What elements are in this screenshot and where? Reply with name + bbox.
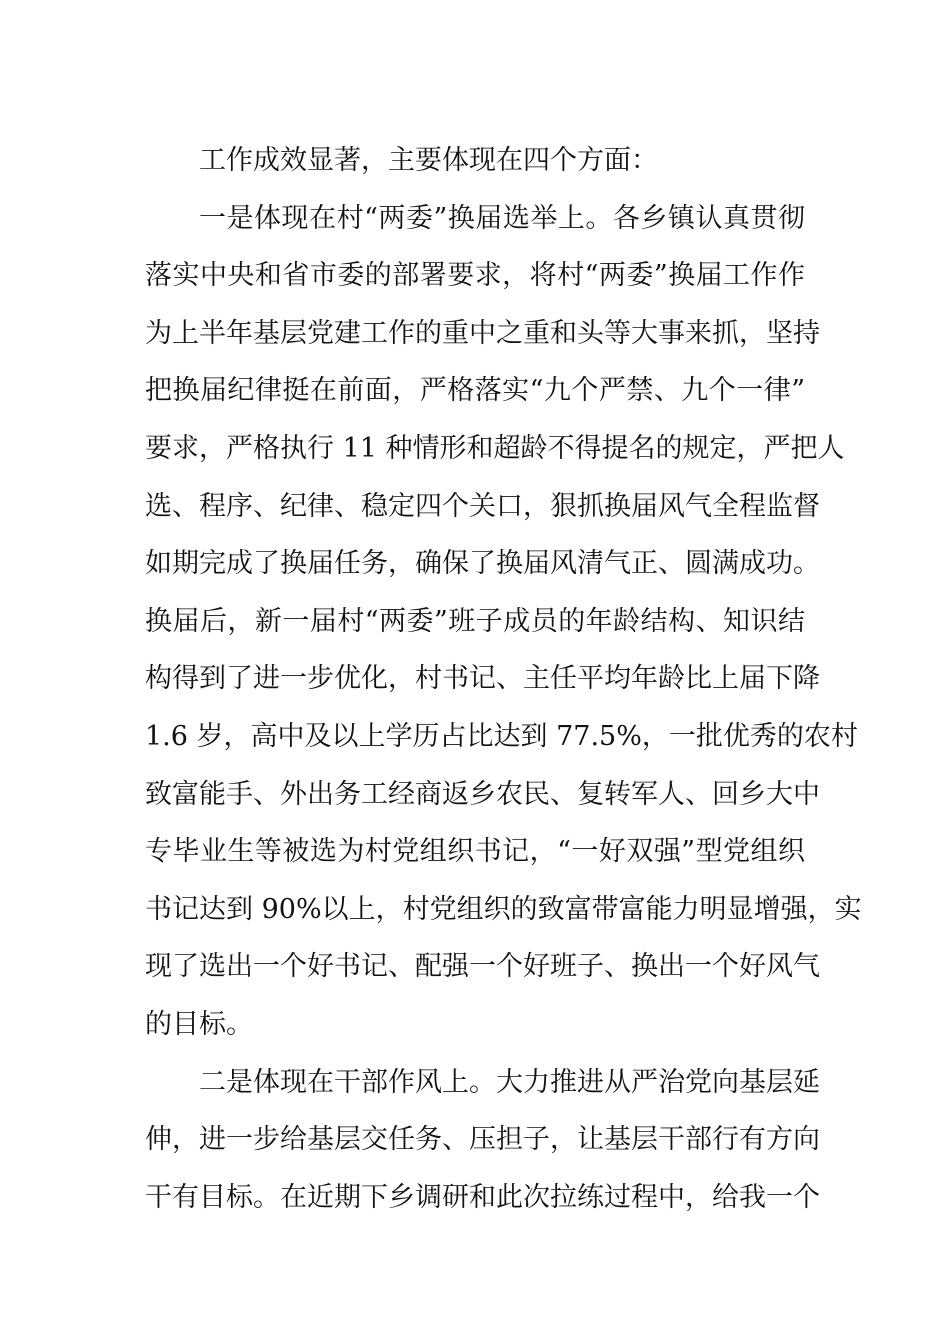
paragraph-1-line-10: 1.6 岁，高中及以上学历占比达到 77.5%，一批优秀的农村 <box>145 720 858 752</box>
paragraph-1-line-4: 把换届纪律挺在前面，严格落实“九个严禁、九个一律” <box>145 375 805 407</box>
paragraph-2-line-1: 二是体现在干部作风上。大力推进从严治党向基层延 <box>199 1066 820 1098</box>
paragraph-2-line-2: 伸，进一步给基层交任务、压担子，让基层干部行有方向 <box>145 1124 820 1156</box>
paragraph-1-line-8: 换届后，新一届村“两委”班子成员的年龄结构、知识结 <box>145 605 805 637</box>
paragraph-1-line-1: 一是体现在村“两委”换届选举上。各乡镇认真贯彻 <box>199 202 805 234</box>
paragraph-1-line-13: 书记达到 90%以上，村党组织的致富带富能力明显增强，实 <box>145 893 862 925</box>
paragraph-1-line-11: 致富能手、外出务工经商返乡农民、复转军人、回乡大中 <box>145 778 820 810</box>
body-text <box>145 132 862 1226</box>
paragraph-1-line-6: 选、程序、纪律、稳定四个关口，狠抓换届风气全程监督 <box>145 490 820 522</box>
paragraph-1-line-12: 专毕业生等被选为村党组织书记，“一好双强”型党组织 <box>145 836 805 868</box>
paragraph-1-line-14: 现了选出一个好书记、配强一个好班子、换出一个好风气 <box>145 951 820 983</box>
paragraph-1-line-3: 为上半年基层党建工作的重中之重和头等大事来抓，坚持 <box>145 317 820 349</box>
paragraph-1-line-7: 如期完成了换届任务，确保了换届风清气正、圆满成功。 <box>145 548 820 580</box>
paragraph-intro-line-1: 工作成效显著，主要体现在四个方面： <box>199 145 658 176</box>
paragraph-1-line-15: 的目标。 <box>145 1008 253 1040</box>
paragraph-1-line-9: 构得到了进一步优化，村书记、主任平均年龄比上届下降 <box>145 663 820 695</box>
paragraph-1-line-5: 要求，严格执行 11 种情形和超龄不得提名的规定，严把人 <box>145 432 845 464</box>
paragraph-2-line-3: 干有目标。在近期下乡调研和此次拉练过程中，给我一个 <box>145 1181 820 1213</box>
paragraph-1-line-2: 落实中央和省市委的部署要求，将村“两委”换届工作作 <box>145 260 805 292</box>
